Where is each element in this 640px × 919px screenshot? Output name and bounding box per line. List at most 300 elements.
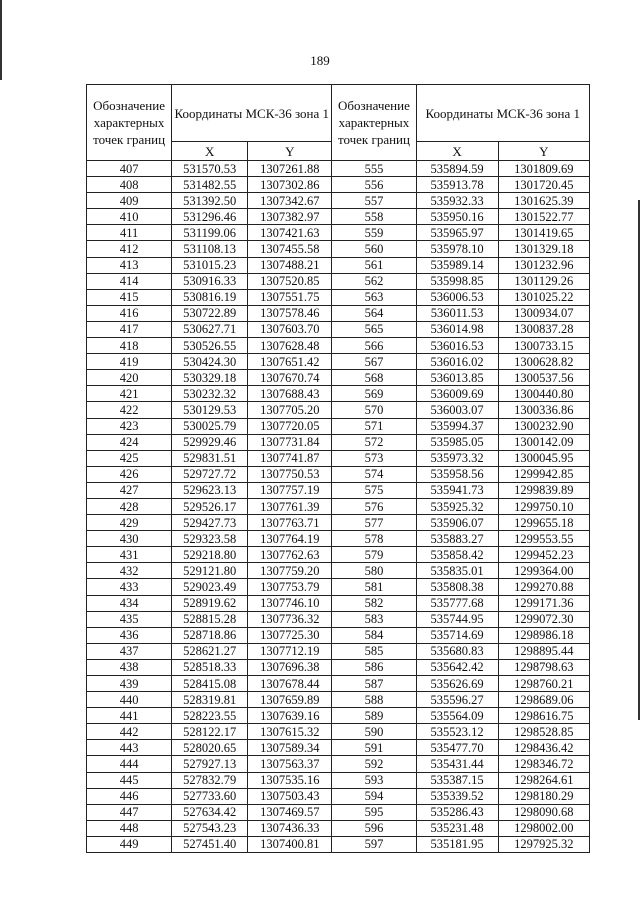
coord-x-left: 531482.55 (172, 177, 248, 193)
coord-y-right: 1300537.56 (498, 370, 589, 386)
coord-x-left: 527543.23 (172, 820, 248, 836)
point-id-right: 580 (332, 563, 416, 579)
coord-x-right: 535985.05 (416, 434, 498, 450)
point-id-left: 436 (87, 627, 172, 643)
table-row (87, 321, 590, 337)
coord-x-right: 536013.85 (416, 370, 498, 386)
point-id-right: 569 (332, 386, 416, 402)
coord-y-right: 1297925.32 (498, 836, 589, 852)
coord-x-left: 529831.51 (172, 450, 248, 466)
coord-y-right: 1300440.80 (498, 386, 589, 402)
coord-x-left: 530329.18 (172, 370, 248, 386)
table-row (87, 161, 590, 177)
point-id-right: 581 (332, 579, 416, 595)
coord-x-right: 535994.37 (416, 418, 498, 434)
coord-y-right: 1298798.63 (498, 659, 589, 675)
coord-y-left: 1307589.34 (248, 740, 332, 756)
point-id-left: 428 (87, 498, 172, 514)
coord-y-right: 1301809.69 (498, 161, 589, 177)
coord-y-left: 1307651.42 (248, 354, 332, 370)
point-id-left: 424 (87, 434, 172, 450)
coord-x-right: 535286.43 (416, 804, 498, 820)
table-row (87, 289, 590, 305)
point-id-right: 560 (332, 241, 416, 257)
point-id-right: 564 (332, 305, 416, 321)
coordinates-table (86, 84, 590, 853)
coord-y-left: 1307764.19 (248, 531, 332, 547)
table-row (87, 498, 590, 514)
table-row (87, 338, 590, 354)
coord-x-left: 527634.42 (172, 804, 248, 820)
point-id-right: 561 (332, 257, 416, 273)
coord-y-left: 1307712.19 (248, 643, 332, 659)
coord-y-right: 1298689.06 (498, 692, 589, 708)
point-id-right: 570 (332, 402, 416, 418)
coord-x-right: 535181.95 (416, 836, 498, 852)
coord-y-left: 1307551.75 (248, 289, 332, 305)
point-id-right: 592 (332, 756, 416, 772)
header-x-right: X (416, 142, 498, 161)
point-id-right: 582 (332, 595, 416, 611)
point-id-right: 571 (332, 418, 416, 434)
coord-x-left: 528415.08 (172, 676, 248, 692)
point-id-left: 432 (87, 563, 172, 579)
coord-y-right: 1300837.28 (498, 321, 589, 337)
coord-y-right: 1298436.42 (498, 740, 589, 756)
table-row (87, 692, 590, 708)
table-row (87, 820, 590, 836)
coord-x-right: 535989.14 (416, 257, 498, 273)
coord-y-left: 1307535.16 (248, 772, 332, 788)
point-id-right: 563 (332, 289, 416, 305)
coord-y-left: 1307696.38 (248, 659, 332, 675)
table-row (87, 772, 590, 788)
coord-y-right: 1300142.09 (498, 434, 589, 450)
coord-x-right: 535894.59 (416, 161, 498, 177)
point-id-left: 449 (87, 836, 172, 852)
table-row (87, 659, 590, 675)
point-id-left: 443 (87, 740, 172, 756)
coord-x-right: 535680.83 (416, 643, 498, 659)
coord-y-right: 1300336.86 (498, 402, 589, 418)
point-id-right: 591 (332, 740, 416, 756)
coord-y-left: 1307705.20 (248, 402, 332, 418)
coord-x-left: 531199.06 (172, 225, 248, 241)
point-id-left: 437 (87, 643, 172, 659)
coord-x-left: 531570.53 (172, 161, 248, 177)
table-row (87, 354, 590, 370)
coord-y-left: 1307659.89 (248, 692, 332, 708)
coord-x-left: 531015.23 (172, 257, 248, 273)
coord-y-right: 1299452.23 (498, 547, 589, 563)
coord-x-left: 530232.32 (172, 386, 248, 402)
coord-x-left: 529023.49 (172, 579, 248, 595)
coord-x-left: 528319.81 (172, 692, 248, 708)
point-id-left: 446 (87, 788, 172, 804)
coord-x-left: 530722.89 (172, 305, 248, 321)
point-id-left: 439 (87, 676, 172, 692)
table-row (87, 402, 590, 418)
point-id-left: 415 (87, 289, 172, 305)
coord-y-right: 1299839.89 (498, 482, 589, 498)
point-id-left: 423 (87, 418, 172, 434)
coord-y-right: 1299171.36 (498, 595, 589, 611)
coord-y-left: 1307520.85 (248, 273, 332, 289)
table-row (87, 273, 590, 289)
coord-y-right: 1299750.10 (498, 498, 589, 514)
coord-y-right: 1298346.72 (498, 756, 589, 772)
coord-x-right: 535913.78 (416, 177, 498, 193)
header-y-left: Y (248, 142, 332, 161)
coord-x-right: 536009.69 (416, 386, 498, 402)
point-id-right: 584 (332, 627, 416, 643)
coord-y-left: 1307603.70 (248, 321, 332, 337)
coord-y-right: 1299553.55 (498, 531, 589, 547)
table-row (87, 708, 590, 724)
coord-y-left: 1307488.21 (248, 257, 332, 273)
point-id-left: 433 (87, 579, 172, 595)
coord-x-right: 536011.53 (416, 305, 498, 321)
point-id-left: 408 (87, 177, 172, 193)
coord-y-right: 1300934.07 (498, 305, 589, 321)
coord-x-left: 527832.79 (172, 772, 248, 788)
point-id-right: 575 (332, 482, 416, 498)
point-id-left: 407 (87, 161, 172, 177)
coord-x-right: 536006.53 (416, 289, 498, 305)
point-id-right: 589 (332, 708, 416, 724)
coord-y-left: 1307670.74 (248, 370, 332, 386)
point-id-left: 409 (87, 193, 172, 209)
coord-x-right: 535231.48 (416, 820, 498, 836)
coord-x-right: 535978.10 (416, 241, 498, 257)
coord-y-right: 1301129.26 (498, 273, 589, 289)
coord-x-right: 535858.42 (416, 547, 498, 563)
point-id-right: 558 (332, 209, 416, 225)
point-id-right: 583 (332, 611, 416, 627)
point-id-left: 418 (87, 338, 172, 354)
point-id-left: 427 (87, 482, 172, 498)
coord-x-right: 535777.68 (416, 595, 498, 611)
table-row (87, 225, 590, 241)
table-row (87, 756, 590, 772)
coord-x-right: 535925.32 (416, 498, 498, 514)
point-id-right: 597 (332, 836, 416, 852)
coord-x-right: 535744.95 (416, 611, 498, 627)
point-id-left: 426 (87, 466, 172, 482)
coord-x-right: 535714.69 (416, 627, 498, 643)
table-row (87, 418, 590, 434)
point-id-left: 431 (87, 547, 172, 563)
table-body (87, 161, 590, 853)
point-id-right: 588 (332, 692, 416, 708)
point-id-left: 421 (87, 386, 172, 402)
header-coords-right: Координаты МСК-36 зона 1 (416, 85, 589, 142)
coord-y-right: 1298090.68 (498, 804, 589, 820)
point-id-left: 430 (87, 531, 172, 547)
coord-y-right: 1301625.39 (498, 193, 589, 209)
coord-y-left: 1307261.88 (248, 161, 332, 177)
point-id-left: 434 (87, 595, 172, 611)
point-id-left: 411 (87, 225, 172, 241)
coord-x-left: 530627.71 (172, 321, 248, 337)
header-coords-left: Координаты МСК-36 зона 1 (172, 85, 332, 142)
coord-y-left: 1307731.84 (248, 434, 332, 450)
table-row (87, 627, 590, 643)
header-designation-left: Обозначение характерных точек границ (87, 85, 172, 161)
coord-y-right: 1300733.15 (498, 338, 589, 354)
table-row (87, 370, 590, 386)
point-id-left: 416 (87, 305, 172, 321)
coord-x-right: 535596.27 (416, 692, 498, 708)
point-id-right: 568 (332, 370, 416, 386)
point-id-right: 585 (332, 643, 416, 659)
coord-x-right: 535932.33 (416, 193, 498, 209)
point-id-left: 445 (87, 772, 172, 788)
table-row (87, 515, 590, 531)
point-id-left: 419 (87, 354, 172, 370)
coord-y-left: 1307400.81 (248, 836, 332, 852)
coord-x-left: 529218.80 (172, 547, 248, 563)
point-id-right: 566 (332, 338, 416, 354)
coord-x-left: 528621.27 (172, 643, 248, 659)
table-row (87, 804, 590, 820)
coord-y-left: 1307741.87 (248, 450, 332, 466)
point-id-left: 412 (87, 241, 172, 257)
point-id-left: 447 (87, 804, 172, 820)
table-row (87, 482, 590, 498)
coord-y-left: 1307503.43 (248, 788, 332, 804)
coord-y-right: 1298180.29 (498, 788, 589, 804)
point-id-right: 576 (332, 498, 416, 514)
coord-y-right: 1301329.18 (498, 241, 589, 257)
coord-x-left: 529121.80 (172, 563, 248, 579)
coord-y-left: 1307578.46 (248, 305, 332, 321)
table-row (87, 740, 590, 756)
coord-x-right: 535965.97 (416, 225, 498, 241)
coord-y-left: 1307678.44 (248, 676, 332, 692)
coord-y-left: 1307342.67 (248, 193, 332, 209)
table-row (87, 466, 590, 482)
coord-x-right: 535477.70 (416, 740, 498, 756)
table-row (87, 643, 590, 659)
point-id-left: 414 (87, 273, 172, 289)
coord-y-right: 1300045.95 (498, 450, 589, 466)
coord-y-left: 1307750.53 (248, 466, 332, 482)
point-id-left: 448 (87, 820, 172, 836)
coord-y-right: 1299270.88 (498, 579, 589, 595)
coord-x-left: 529323.58 (172, 531, 248, 547)
table-row (87, 836, 590, 852)
coord-x-left: 527733.60 (172, 788, 248, 804)
coord-y-left: 1307753.79 (248, 579, 332, 595)
coord-y-left: 1307563.37 (248, 756, 332, 772)
coord-y-left: 1307469.57 (248, 804, 332, 820)
coord-y-left: 1307421.63 (248, 225, 332, 241)
coord-y-left: 1307455.58 (248, 241, 332, 257)
coord-y-left: 1307688.43 (248, 386, 332, 402)
coord-y-left: 1307436.33 (248, 820, 332, 836)
table-row (87, 450, 590, 466)
table-row (87, 563, 590, 579)
table-row (87, 579, 590, 595)
coord-y-right: 1298760.21 (498, 676, 589, 692)
point-id-right: 593 (332, 772, 416, 788)
coord-x-left: 531108.13 (172, 241, 248, 257)
table-row (87, 209, 590, 225)
coord-x-left: 528919.62 (172, 595, 248, 611)
header-x-left: X (172, 142, 248, 161)
point-id-right: 565 (332, 321, 416, 337)
coord-x-left: 529727.72 (172, 466, 248, 482)
coord-x-left: 531296.46 (172, 209, 248, 225)
coord-x-right: 535431.44 (416, 756, 498, 772)
table-row (87, 724, 590, 740)
coord-y-left: 1307761.39 (248, 498, 332, 514)
coord-y-left: 1307639.16 (248, 708, 332, 724)
coord-x-left: 528518.33 (172, 659, 248, 675)
coord-x-right: 535523.12 (416, 724, 498, 740)
coord-x-left: 531392.50 (172, 193, 248, 209)
table-row (87, 611, 590, 627)
coord-y-right: 1301522.77 (498, 209, 589, 225)
page-number: 189 (310, 53, 330, 68)
coord-y-left: 1307757.19 (248, 482, 332, 498)
table-row (87, 305, 590, 321)
point-id-left: 435 (87, 611, 172, 627)
point-id-left: 438 (87, 659, 172, 675)
point-id-left: 444 (87, 756, 172, 772)
coord-y-right: 1301025.22 (498, 289, 589, 305)
coord-y-left: 1307736.32 (248, 611, 332, 627)
table-row (87, 595, 590, 611)
coord-x-left: 529929.46 (172, 434, 248, 450)
point-id-left: 420 (87, 370, 172, 386)
point-id-right: 556 (332, 177, 416, 193)
table-row (87, 788, 590, 804)
table-row (87, 676, 590, 692)
coord-y-right: 1298616.75 (498, 708, 589, 724)
coord-x-left: 529526.17 (172, 498, 248, 514)
coord-x-right: 535564.09 (416, 708, 498, 724)
coord-x-left: 530129.53 (172, 402, 248, 418)
coord-x-left: 530526.55 (172, 338, 248, 354)
point-id-left: 417 (87, 321, 172, 337)
coord-y-right: 1301720.45 (498, 177, 589, 193)
coord-x-right: 535626.69 (416, 676, 498, 692)
coord-x-right: 535339.52 (416, 788, 498, 804)
coord-x-right: 535808.38 (416, 579, 498, 595)
coord-x-right: 536003.07 (416, 402, 498, 418)
table-row (87, 241, 590, 257)
coord-y-right: 1300232.90 (498, 418, 589, 434)
coord-x-right: 536016.02 (416, 354, 498, 370)
coord-y-left: 1307302.86 (248, 177, 332, 193)
coord-y-left: 1307762.63 (248, 547, 332, 563)
coord-x-left: 529427.73 (172, 515, 248, 531)
coord-y-right: 1300628.82 (498, 354, 589, 370)
point-id-left: 441 (87, 708, 172, 724)
point-id-right: 579 (332, 547, 416, 563)
coord-y-right: 1299942.85 (498, 466, 589, 482)
header-y-right: Y (498, 142, 589, 161)
coord-y-left: 1307628.48 (248, 338, 332, 354)
point-id-right: 586 (332, 659, 416, 675)
coord-y-left: 1307725.30 (248, 627, 332, 643)
coord-x-right: 535973.32 (416, 450, 498, 466)
coord-x-left: 529623.13 (172, 482, 248, 498)
coord-y-right: 1299655.18 (498, 515, 589, 531)
point-id-right: 587 (332, 676, 416, 692)
coord-y-right: 1298002.00 (498, 820, 589, 836)
coord-x-left: 527451.40 (172, 836, 248, 852)
coord-x-left: 528223.55 (172, 708, 248, 724)
point-id-right: 572 (332, 434, 416, 450)
coord-y-right: 1298528.85 (498, 724, 589, 740)
table-row (87, 386, 590, 402)
coord-x-left: 528815.28 (172, 611, 248, 627)
coord-x-right: 536014.98 (416, 321, 498, 337)
coord-y-left: 1307382.97 (248, 209, 332, 225)
table-row (87, 434, 590, 450)
table-row (87, 257, 590, 273)
point-id-left: 429 (87, 515, 172, 531)
coord-x-right: 535941.73 (416, 482, 498, 498)
point-id-right: 574 (332, 466, 416, 482)
point-id-left: 410 (87, 209, 172, 225)
header-designation-right: Обозначение характерных точек границ (332, 85, 416, 161)
coord-x-right: 535642.42 (416, 659, 498, 675)
point-id-left: 425 (87, 450, 172, 466)
coord-y-left: 1307615.32 (248, 724, 332, 740)
coord-x-right: 535883.27 (416, 531, 498, 547)
point-id-right: 577 (332, 515, 416, 531)
point-id-right: 562 (332, 273, 416, 289)
table-row (87, 547, 590, 563)
coord-y-left: 1307720.05 (248, 418, 332, 434)
coord-y-right: 1299072.30 (498, 611, 589, 627)
coord-y-left: 1307759.20 (248, 563, 332, 579)
point-id-right: 595 (332, 804, 416, 820)
coord-x-left: 528122.17 (172, 724, 248, 740)
point-id-right: 567 (332, 354, 416, 370)
table-row (87, 193, 590, 209)
coord-x-left: 528020.65 (172, 740, 248, 756)
coord-y-right: 1298986.18 (498, 627, 589, 643)
coord-y-left: 1307746.10 (248, 595, 332, 611)
point-id-left: 413 (87, 257, 172, 273)
coord-x-left: 530816.19 (172, 289, 248, 305)
table-row (87, 177, 590, 193)
point-id-left: 440 (87, 692, 172, 708)
point-id-right: 590 (332, 724, 416, 740)
point-id-right: 594 (332, 788, 416, 804)
point-id-right: 573 (332, 450, 416, 466)
point-id-right: 557 (332, 193, 416, 209)
point-id-left: 422 (87, 402, 172, 418)
point-id-right: 578 (332, 531, 416, 547)
coord-y-right: 1298264.61 (498, 772, 589, 788)
coord-x-left: 528718.86 (172, 627, 248, 643)
coord-x-left: 530916.33 (172, 273, 248, 289)
point-id-right: 555 (332, 161, 416, 177)
coord-x-left: 530424.30 (172, 354, 248, 370)
coord-x-right: 535958.56 (416, 466, 498, 482)
coord-y-right: 1298895.44 (498, 643, 589, 659)
coord-x-right: 535998.85 (416, 273, 498, 289)
coord-y-right: 1299364.00 (498, 563, 589, 579)
point-id-right: 596 (332, 820, 416, 836)
coord-y-left: 1307763.71 (248, 515, 332, 531)
